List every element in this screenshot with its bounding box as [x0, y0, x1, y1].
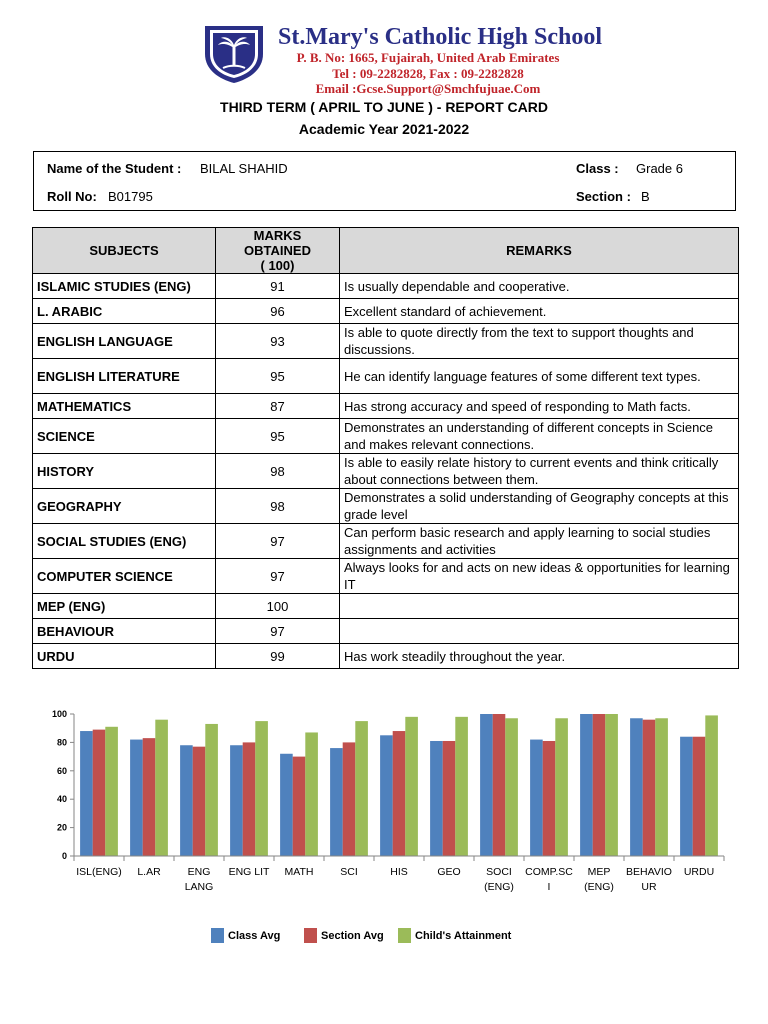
marks-cell: 93 [216, 324, 340, 359]
bar [693, 737, 706, 856]
bar [705, 715, 718, 856]
remarks-cell [340, 594, 739, 619]
marks-cell: 95 [216, 359, 340, 394]
category-label: L.AR [137, 866, 161, 878]
student-name: BILAL SHAHID [200, 161, 288, 176]
marks-cell: 98 [216, 454, 340, 489]
category-label: SCI [340, 866, 358, 878]
bar [93, 730, 106, 856]
bar [580, 714, 593, 856]
category-label: SOCI [486, 866, 512, 878]
category-label: ENG [187, 866, 211, 878]
bar [643, 720, 656, 856]
bar [530, 740, 543, 856]
bar [255, 721, 268, 856]
bar [130, 740, 143, 856]
bar [230, 745, 243, 856]
table-row [33, 619, 739, 644]
legend-label: Section Avg [321, 930, 384, 942]
bar [455, 717, 468, 856]
bar [143, 738, 156, 856]
bar [680, 737, 693, 856]
remarks-cell: Demonstrates a solid understanding of Geography concepts at this grade level [340, 489, 739, 524]
y-tick-label: 0 [61, 851, 67, 861]
section-label: Section : [576, 189, 631, 204]
school-name: St.Mary's Catholic High School [278, 24, 603, 50]
legend-label: Class Avg [228, 930, 281, 942]
roll-number-label: Roll No: [47, 189, 97, 204]
marks-cell: 99 [216, 644, 340, 669]
bar [380, 735, 393, 856]
remarks-cell: He can identify language features of some different text types. [340, 359, 739, 394]
remarks-cell: Demonstrates an understanding of different concepts in Science and makes relevant connections. [340, 419, 739, 454]
bar [630, 718, 643, 856]
table-row [33, 559, 739, 594]
subject-cell: ENGLISH LITERATURE [33, 359, 216, 394]
bar [405, 717, 418, 856]
y-tick-label: 20 [56, 822, 67, 833]
subject-cell: MEP (ENG) [33, 594, 216, 619]
subject-cell: ENGLISH LANGUAGE [33, 324, 216, 359]
bar [293, 757, 306, 856]
remarks-cell: Is able to quote directly from the text to support thoughts and discussions. [340, 324, 739, 359]
marks-cell: 96 [216, 299, 340, 324]
y-tick-label: 100 [51, 709, 67, 719]
bar [543, 741, 556, 856]
bar [593, 714, 606, 856]
table-row [33, 644, 739, 669]
school-logo [203, 24, 265, 84]
table-row [33, 359, 739, 394]
bar [193, 747, 206, 856]
marks-cell: 98 [216, 489, 340, 524]
legend-swatch [304, 928, 317, 943]
marks-cell: 95 [216, 419, 340, 454]
table-row [33, 419, 739, 454]
school-email: Email :Gcse.Support@Smchfujuae.Com [315, 81, 541, 96]
remarks-cell: Has work steadily throughout the year. [340, 644, 739, 669]
subject-cell: SCIENCE [33, 419, 216, 454]
school-address: P. B. No: 1665, Fujairah, United Arab Emirates [296, 50, 560, 65]
table-row [33, 274, 739, 299]
bar [480, 714, 493, 856]
legend-swatch [211, 928, 224, 943]
marks-header [216, 228, 340, 274]
marks-comparison-chart [0, 700, 768, 960]
bar [355, 721, 368, 856]
category-label: (ENG) [484, 881, 514, 893]
marks-header-line2: ( 100) [260, 258, 295, 273]
remarks-cell: Is able to easily relate history to current events and think critically about connections between them. [340, 454, 739, 489]
school-phone: Tel : 09-2282828, Fax : 09-2282828 [332, 66, 524, 81]
bar [343, 742, 356, 856]
remarks-cell [340, 619, 739, 644]
remarks-cell: Has strong accuracy and speed of responding to Math facts. [340, 394, 739, 419]
bar [105, 727, 118, 856]
bar [305, 732, 318, 856]
marks-cell: 97 [216, 524, 340, 559]
remarks-cell: Excellent standard of achievement. [340, 299, 739, 324]
class-value: Grade 6 [636, 161, 683, 176]
table-row [33, 524, 739, 559]
marks-table [32, 227, 739, 669]
y-tick-label: 40 [56, 794, 67, 805]
academic-year: Academic Year 2021-2022 [298, 121, 470, 137]
student-name-label: Name of the Student : [47, 161, 182, 176]
legend-label: Child's Attainment [415, 930, 512, 942]
marks-cell: 97 [216, 559, 340, 594]
class-label: Class : [576, 161, 619, 176]
y-tick-label: 80 [56, 737, 67, 748]
subject-cell: SOCIAL STUDIES (ENG) [33, 524, 216, 559]
marks-cell: 100 [216, 594, 340, 619]
bar [430, 741, 443, 856]
legend-swatch [398, 928, 411, 943]
bar [443, 741, 456, 856]
subject-cell: COMPUTER SCIENCE [33, 559, 216, 594]
table-row [33, 299, 739, 324]
subject-cell: MATHEMATICS [33, 394, 216, 419]
bar [243, 742, 256, 856]
table-row [33, 394, 739, 419]
subject-cell: GEOGRAPHY [33, 489, 216, 524]
category-label: LANG [184, 881, 214, 893]
bar [655, 718, 668, 856]
category-label: ISL(ENG) [76, 866, 122, 878]
bar [280, 754, 293, 856]
bar [605, 714, 618, 856]
bar [330, 748, 343, 856]
category-label: UR [641, 881, 657, 893]
table-row [33, 454, 739, 489]
bar [180, 745, 193, 856]
table-row [33, 489, 739, 524]
subject-cell: L. ARABIC [33, 299, 216, 324]
remarks-cell: Always looks for and acts on new ideas & opportunities for learning IT [340, 559, 739, 594]
y-tick-label: 60 [56, 765, 67, 776]
category-label: URDU [683, 866, 715, 878]
bar [80, 731, 93, 856]
bar [555, 718, 568, 856]
category-label: (ENG) [584, 881, 614, 893]
table-row [33, 594, 739, 619]
table-row [33, 324, 739, 359]
bar [393, 731, 406, 856]
category-label: GEO [437, 866, 461, 878]
bar [505, 718, 518, 856]
marks-cell: 91 [216, 274, 340, 299]
category-label: BEHAVIO [626, 866, 672, 878]
roll-number: B01795 [108, 189, 153, 204]
term-title: THIRD TERM ( APRIL TO JUNE ) - REPORT CARD [220, 99, 548, 115]
category-label: MATH [284, 866, 314, 878]
subject-cell: HISTORY [33, 454, 216, 489]
category-label: I [547, 881, 551, 893]
subjects-header: SUBJECTS [33, 228, 216, 274]
marks-cell: 97 [216, 619, 340, 644]
bar [205, 724, 218, 856]
category-label: ENG LIT [228, 866, 270, 878]
category-label: COMP.SC [525, 866, 573, 878]
remarks-cell: Can perform basic research and apply learning to social studies assignments and activities [340, 524, 739, 559]
section-value: B [641, 189, 650, 204]
bar [493, 714, 506, 856]
remarks-cell: Is usually dependable and cooperative. [340, 274, 739, 299]
category-label: HIS [390, 866, 408, 878]
subject-cell: URDU [33, 644, 216, 669]
bar [155, 720, 168, 856]
subject-cell: BEHAVIOUR [33, 619, 216, 644]
category-label: MEP [587, 866, 611, 878]
remarks-header: REMARKS [340, 228, 739, 274]
subject-cell: ISLAMIC STUDIES (ENG) [33, 274, 216, 299]
marks-header-line1: MARKS OBTAINED [244, 228, 311, 258]
marks-cell: 87 [216, 394, 340, 419]
